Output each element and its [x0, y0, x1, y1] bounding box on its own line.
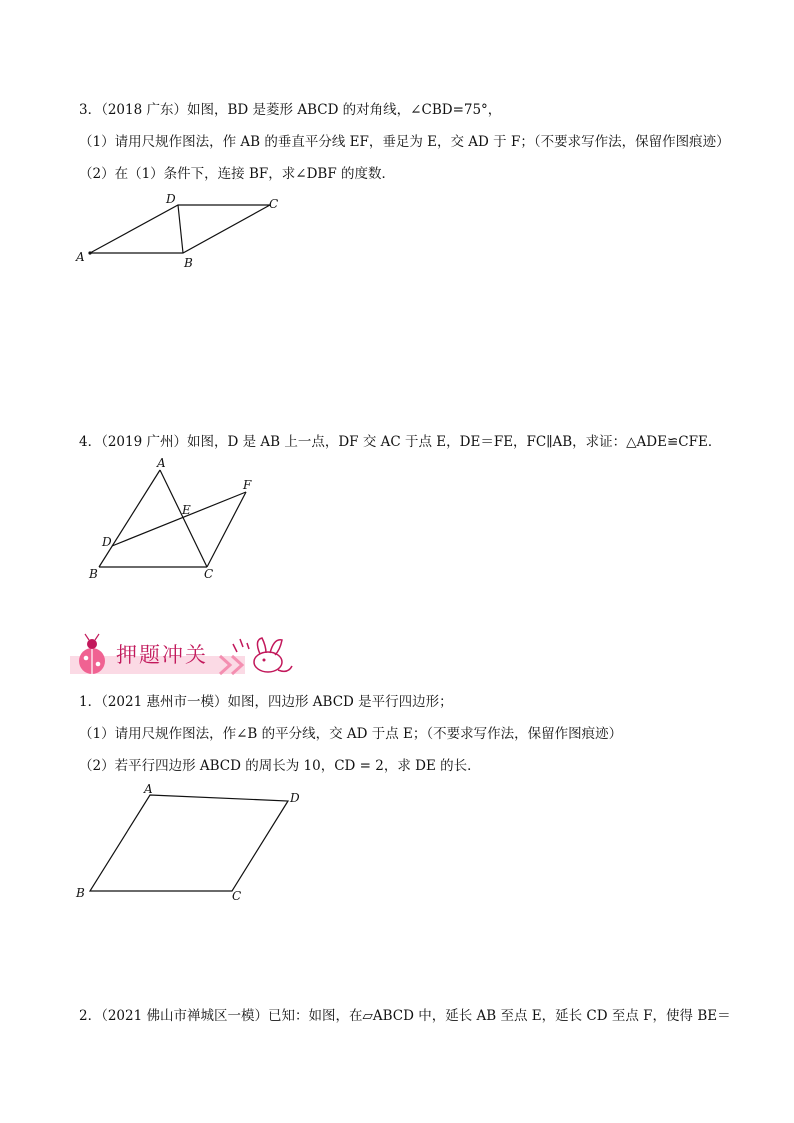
problem-3-part-1: （1）请用尺规作图法，作 AB 的垂直平分线 EF，垂足为 E，交 AD 于 F；（不要求写作法，保留作图痕迹）: [79, 134, 730, 150]
practice-1-stem: 1．（2021 惠州市一模）如图，四边形 ABCD 是平行四边形；: [79, 694, 453, 710]
problem-3-rhombus-figure: [70, 188, 300, 278]
problem-3-stem: 3．（2018 广东）如图，BD 是菱形 ABCD 的对角线，∠CBD=75°，: [79, 102, 502, 118]
section-banner: [70, 630, 300, 680]
problem-4-triangle-figure: [85, 455, 270, 585]
parallelogram-abcd: [90, 795, 288, 891]
label-c: C: [232, 889, 242, 903]
practice-1-part-2: （2）若平行四边形 ABCD 的周长为 10，CD = 2，求 DE 的长．: [79, 758, 481, 774]
label-b: B: [184, 256, 193, 270]
label-d: D: [102, 535, 112, 549]
label-a: A: [76, 250, 85, 264]
label-a: A: [144, 782, 153, 796]
label-c: C: [204, 567, 214, 581]
diagonal-bd: [178, 205, 183, 253]
practice-1-part-1: （1）请用尺规作图法，作∠B 的平分线，交 AD 于点 E；（不要求写作法，保留作图痕迹）: [79, 726, 623, 742]
label-a: A: [157, 456, 166, 470]
label-c: C: [269, 197, 279, 211]
label-f: F: [243, 478, 252, 492]
label-b: B: [89, 567, 98, 581]
practice-2-stem: 2．（2021 佛山市禅城区一模）已知：如图，在▱ABCD 中，延长 AB 至点 E，延长 CD 至点 F，使得 BE＝: [79, 1008, 731, 1024]
label-d: D: [290, 791, 300, 805]
section-title: 押题冲关: [116, 643, 208, 667]
label-b: B: [76, 886, 85, 900]
problem-3-part-2: （2）在（1）条件下，连接 BF，求∠DBF 的度数．: [79, 166, 395, 182]
ladybug-icon: [79, 634, 105, 674]
segment-fc: [207, 492, 246, 567]
label-e: E: [182, 503, 191, 517]
segment-df: [112, 492, 246, 546]
point-a: [88, 251, 91, 254]
practice-1-parallelogram-figure: [70, 780, 320, 905]
segment-ab: [99, 470, 160, 567]
segment-ac: [160, 470, 207, 567]
label-d: D: [166, 192, 176, 206]
problem-4-stem: 4．（2019 广州）如图，D 是 AB 上一点，DF 交 AC 于点 E，DE＝FE，FC∥AB，求证：△ADE≌CFE．: [79, 434, 722, 450]
